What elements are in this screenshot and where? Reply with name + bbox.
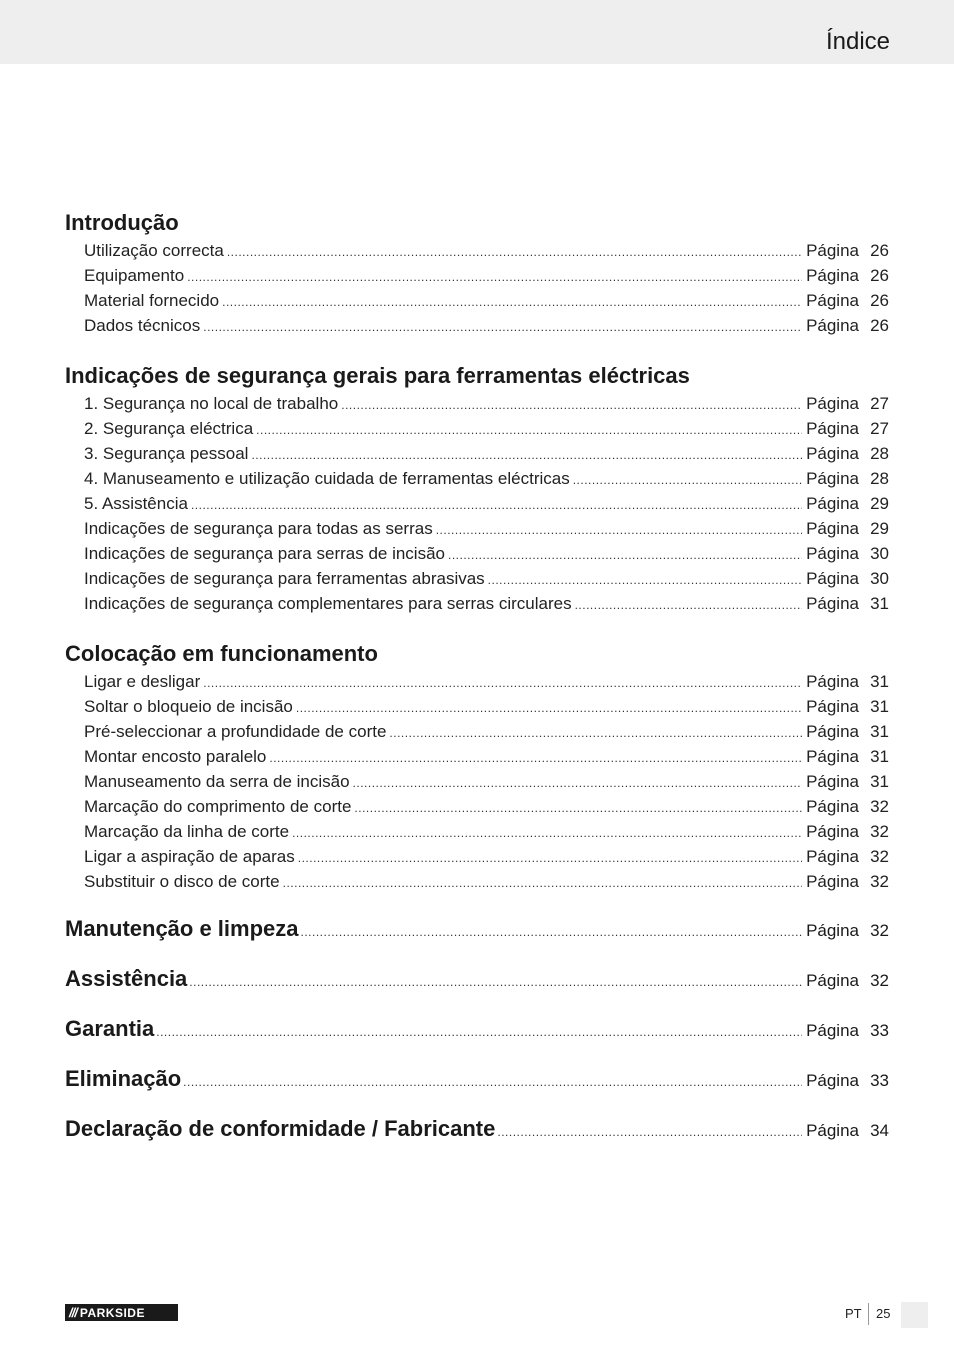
entry-label: Assistência	[65, 966, 188, 991]
toc-entry[interactable]	[84, 491, 889, 516]
leader-dots	[573, 468, 802, 493]
toc-entry[interactable]	[84, 441, 889, 466]
toc-entry[interactable]	[84, 794, 889, 819]
page-word: Página	[806, 971, 859, 990]
page-word: Página	[806, 822, 859, 841]
toc-entry[interactable]	[84, 516, 889, 541]
page-number: 26	[870, 316, 889, 335]
entry-label: Indicações de segurança para serras de incisão	[84, 544, 445, 563]
page-word: Página	[806, 419, 859, 438]
entry-label: Pré-seleccionar a profundidade de corte	[84, 722, 387, 741]
page-number: 29	[870, 519, 889, 538]
page-word: Página	[806, 672, 859, 691]
page-number: 31	[870, 697, 889, 716]
page-word: Página	[806, 697, 859, 716]
toc-main-entry[interactable]	[65, 1014, 889, 1064]
toc-main-entry[interactable]	[65, 914, 889, 964]
page-number: 32	[870, 797, 889, 816]
section-entries	[84, 238, 889, 338]
toc-entry[interactable]	[84, 541, 889, 566]
page-word: Página	[806, 872, 859, 891]
page-number: 31	[870, 672, 889, 691]
page-word: Página	[806, 569, 859, 588]
page-word: Página	[806, 291, 859, 310]
leader-dots	[296, 696, 802, 721]
page-word: Página	[806, 1121, 859, 1140]
page-word: Página	[806, 266, 859, 285]
page-number: 30	[870, 544, 889, 563]
toc-entry[interactable]	[84, 844, 889, 869]
leader-dots	[256, 418, 802, 443]
toc-main-entry[interactable]	[65, 964, 889, 1014]
page-number: 32	[870, 872, 889, 891]
toc-entry[interactable]	[84, 416, 889, 441]
page-number: 31	[870, 722, 889, 741]
page-number: 26	[870, 241, 889, 260]
language-code: PT	[845, 1306, 862, 1321]
page-number: 31	[870, 772, 889, 791]
entry-label: Material fornecido	[84, 291, 220, 310]
page-number: 30	[870, 569, 889, 588]
leader-dots	[203, 671, 802, 696]
page-number-footer: 25	[876, 1306, 891, 1321]
page-word: Página	[806, 594, 859, 613]
toc-entry[interactable]	[84, 669, 889, 694]
page-number: 33	[870, 1071, 889, 1090]
entry-label: Manutenção e limpeza	[65, 916, 299, 941]
toc-entry[interactable]	[84, 288, 889, 313]
leader-dots	[292, 821, 802, 846]
entry-label: Garantia	[65, 1016, 155, 1041]
leader-dots	[187, 265, 802, 290]
entry-label: Dados técnicos	[84, 316, 201, 335]
page-word: Página	[806, 722, 859, 741]
header-band	[0, 0, 954, 64]
toc-main-entry[interactable]	[65, 1064, 889, 1114]
entry-label: Ligar e desligar	[84, 672, 201, 691]
leader-dots	[298, 846, 802, 871]
page-word: Página	[806, 394, 859, 413]
toc-entry[interactable]	[84, 869, 889, 894]
page-number: 29	[870, 494, 889, 513]
entry-label: Substituir o disco de corte	[84, 872, 280, 891]
page-word: Página	[806, 544, 859, 563]
page-word: Página	[806, 847, 859, 866]
entry-label: Eliminação	[65, 1066, 182, 1091]
footer-tab	[901, 1302, 928, 1328]
page-number: 33	[870, 1021, 889, 1040]
toc-entry[interactable]	[84, 238, 889, 263]
page-number: 31	[870, 747, 889, 766]
entry-label: 4. Manuseamento e utilização cuidada de ferramentas eléctricas	[84, 469, 570, 488]
entry-label: 1. Segurança no local de trabalho	[84, 394, 339, 413]
toc-entry[interactable]	[84, 263, 889, 288]
toc-entry[interactable]	[84, 391, 889, 416]
entry-label: 3. Segurança pessoal	[84, 444, 249, 463]
leader-dots	[269, 746, 802, 771]
entry-label: Soltar o bloqueio de incisão	[84, 697, 293, 716]
entry-label: Indicações de segurança para ferramentas abrasivas	[84, 569, 485, 588]
entry-label: Marcação do comprimento de corte	[84, 797, 352, 816]
toc-entry[interactable]	[84, 819, 889, 844]
leader-dots	[436, 518, 802, 543]
entry-label: Montar encosto paralelo	[84, 747, 267, 766]
page-word: Página	[806, 494, 859, 513]
toc-entry[interactable]	[84, 313, 889, 338]
leader-dots	[189, 967, 802, 997]
toc-entry[interactable]	[84, 466, 889, 491]
page-word: Página	[806, 241, 859, 260]
entry-label: 5. Assistência	[84, 494, 188, 513]
page-word: Página	[806, 519, 859, 538]
leader-dots	[488, 568, 802, 593]
leader-dots	[251, 443, 802, 468]
leader-dots	[497, 1117, 802, 1147]
page-word: Página	[806, 747, 859, 766]
leader-dots	[353, 771, 803, 796]
page-number: 32	[870, 921, 889, 940]
brand-stripes: ///	[69, 1305, 77, 1320]
leader-dots	[191, 493, 802, 518]
page-word: Página	[806, 797, 859, 816]
toc-entry[interactable]	[84, 566, 889, 591]
toc-entry[interactable]	[84, 591, 889, 616]
page-number: 26	[870, 266, 889, 285]
leader-dots	[203, 315, 802, 340]
page-title: Índice	[825, 28, 890, 55]
leader-dots	[341, 393, 802, 418]
leader-dots	[283, 871, 802, 896]
leader-dots	[389, 721, 802, 746]
page-number: 27	[870, 419, 889, 438]
page-number: 28	[870, 444, 889, 463]
page-word: Página	[806, 1071, 859, 1090]
section-title: Indicações de segurança gerais para ferramentas eléctricas	[65, 363, 690, 388]
section-title: Colocação em funcionamento	[65, 641, 378, 666]
entry-label: Manuseamento da serra de incisão	[84, 772, 350, 791]
entry-label: Declaração de conformidade / Fabricante	[65, 1116, 496, 1141]
page-number: 28	[870, 469, 889, 488]
leader-dots	[354, 796, 802, 821]
footer-divider	[868, 1303, 869, 1325]
toc-main-entry[interactable]	[65, 1114, 889, 1164]
page-number: 31	[870, 594, 889, 613]
page-word: Página	[806, 772, 859, 791]
toc-entry[interactable]	[84, 744, 889, 769]
entry-label: Marcação da linha de corte	[84, 822, 290, 841]
page-word: Página	[806, 921, 859, 940]
leader-dots	[575, 593, 802, 618]
page-number: 32	[870, 822, 889, 841]
page-number: 34	[870, 1121, 889, 1140]
entry-label: Ligar a aspiração de aparas	[84, 847, 295, 866]
section-entries	[84, 669, 889, 894]
toc-entry[interactable]	[84, 769, 889, 794]
leader-dots	[183, 1067, 802, 1097]
entry-label: Indicações de segurança complementares para serras circulares	[84, 594, 572, 613]
page-word: Página	[806, 444, 859, 463]
leader-dots	[227, 240, 802, 265]
leader-dots	[156, 1017, 802, 1047]
entry-label: 2. Segurança eléctrica	[84, 419, 254, 438]
brand-name: PARKSIDE	[79, 1305, 145, 1320]
page-word: Página	[806, 1021, 859, 1040]
section-title: Introdução	[65, 210, 179, 235]
page-number: 27	[870, 394, 889, 413]
page-number: 32	[870, 971, 889, 990]
entry-label: Indicações de segurança para todas as serras	[84, 519, 433, 538]
leader-dots	[301, 917, 803, 947]
page-word: Página	[806, 469, 859, 488]
page-number: 26	[870, 291, 889, 310]
entry-label: Equipamento	[84, 266, 185, 285]
entry-label: Utilização correcta	[84, 241, 224, 260]
brand-logo	[65, 1304, 178, 1321]
leader-dots	[222, 290, 802, 315]
leader-dots	[448, 543, 802, 568]
toc-entry[interactable]	[84, 719, 889, 744]
page-number: 32	[870, 847, 889, 866]
section-entries	[84, 391, 889, 616]
toc-entry[interactable]	[84, 694, 889, 719]
page-word: Página	[806, 316, 859, 335]
table-of-contents	[65, 208, 889, 1164]
